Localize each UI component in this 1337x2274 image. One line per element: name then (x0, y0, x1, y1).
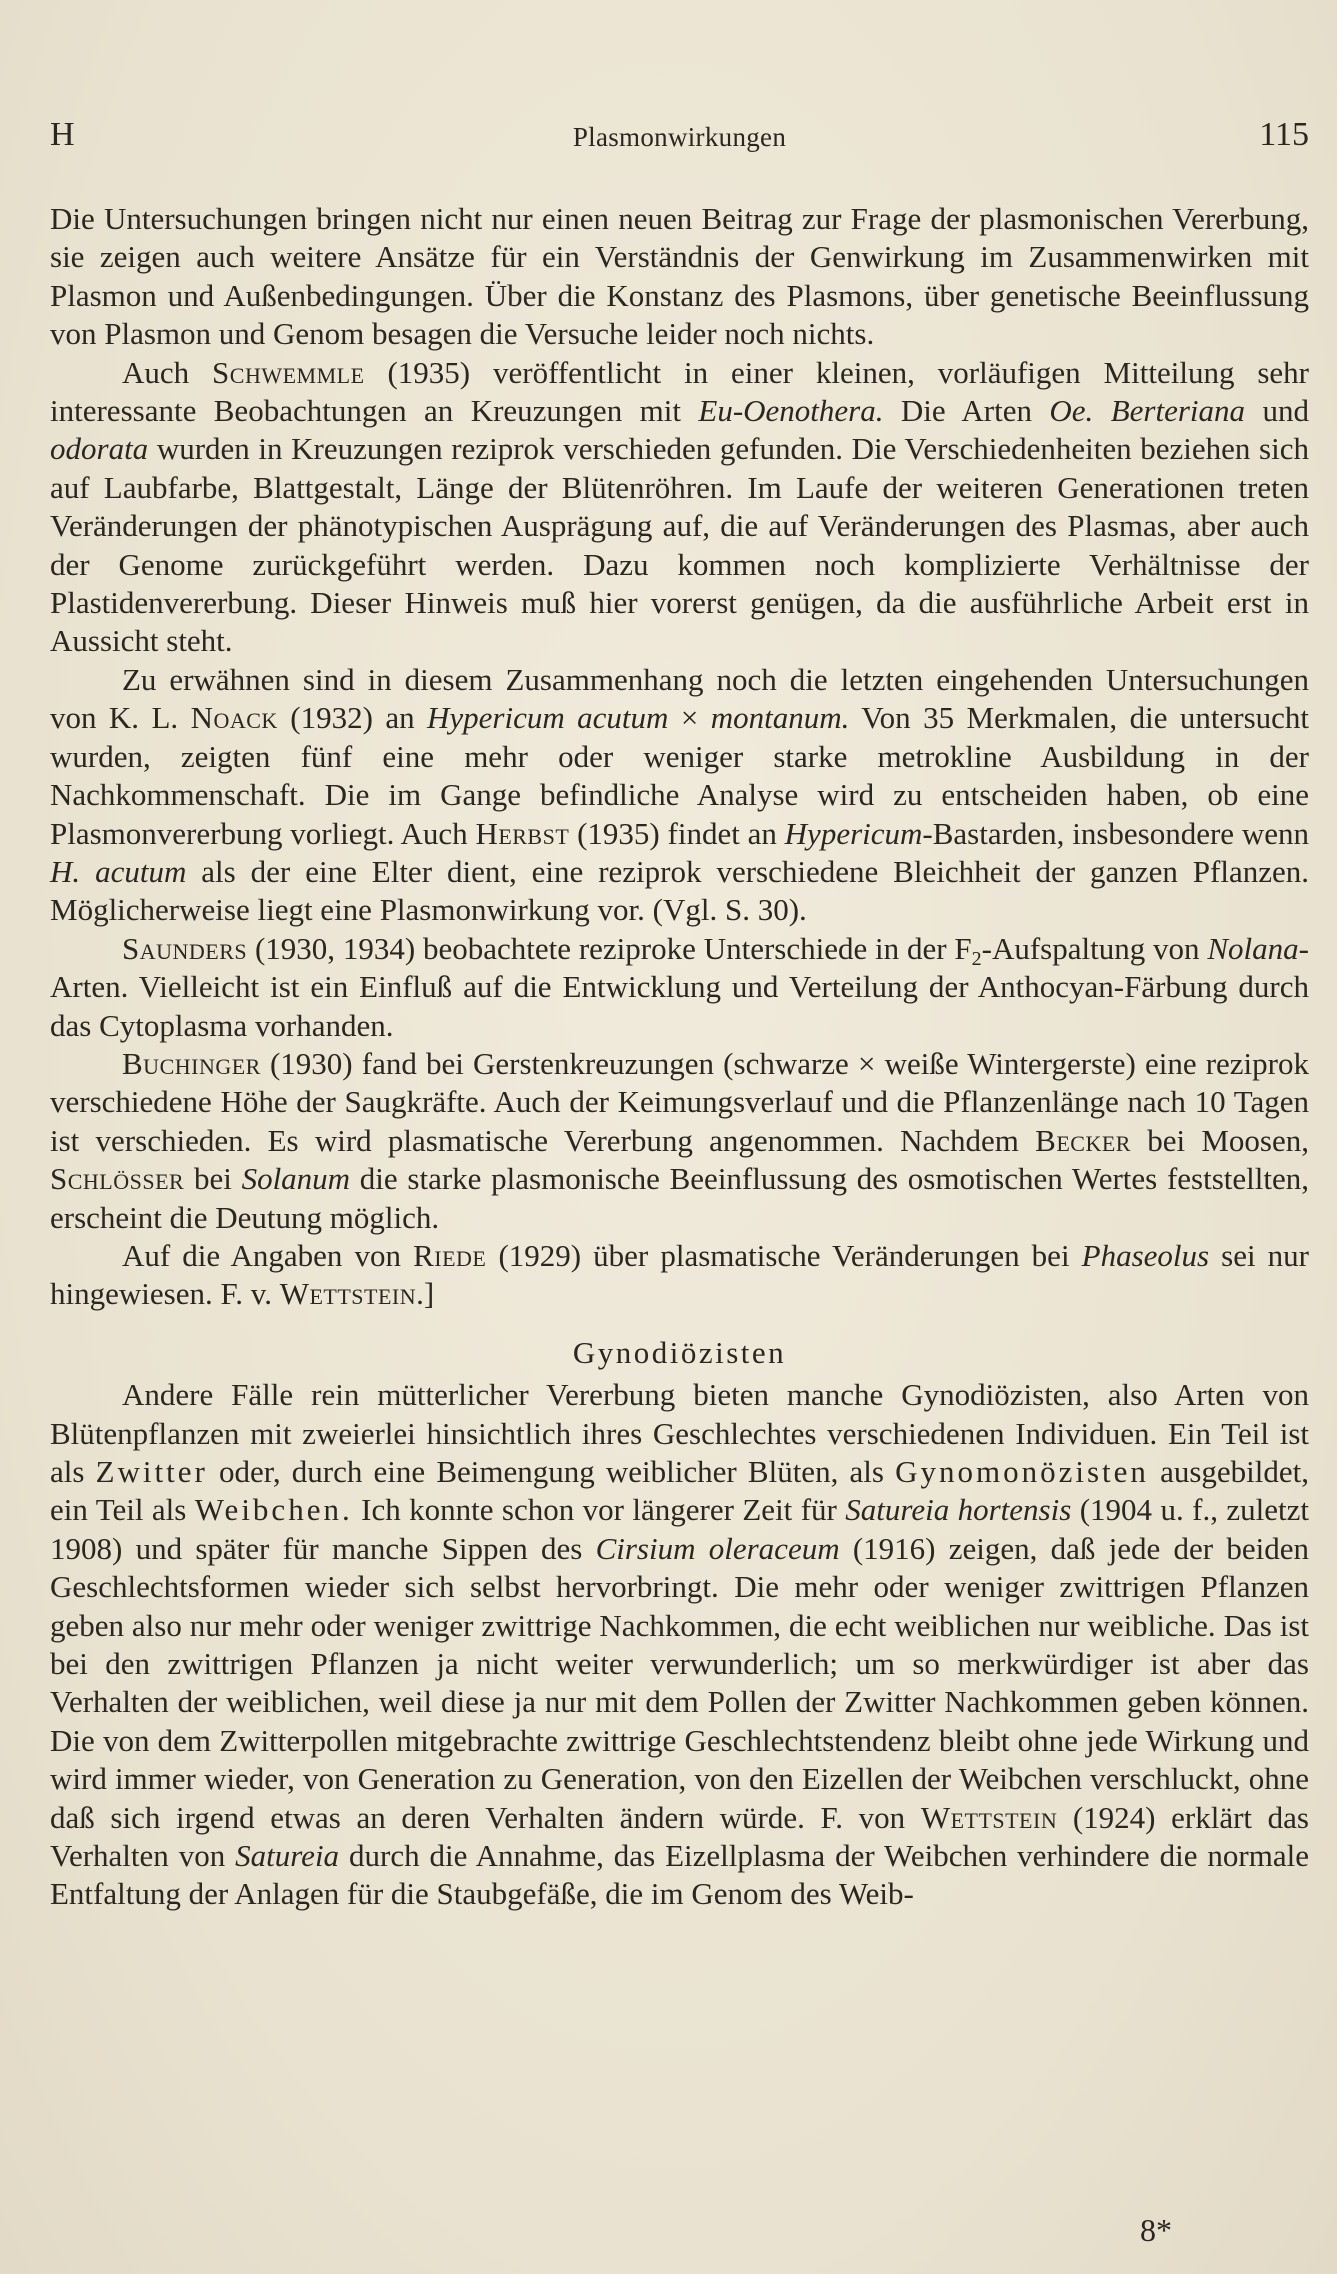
author-name: Wettstein (920, 1799, 1058, 1835)
author-name: Noack (190, 700, 278, 736)
species-name: Hypericum acutum (427, 700, 669, 736)
author-name: Schlösser (50, 1161, 185, 1197)
section-letter: H (50, 116, 75, 153)
species-name: Solanum (241, 1161, 351, 1197)
species-name: odorata (50, 431, 149, 467)
species-name: Oe. Berteriana (1049, 393, 1246, 429)
species-name: Satureia (235, 1838, 340, 1874)
author-name: Buchinger (122, 1045, 261, 1081)
species-name: Nolana (1207, 930, 1299, 966)
species-name: montanum. (710, 700, 850, 736)
paragraph-2: Auch Schwemmle (1935) veröffentlicht in einer kleinen, vorläufigen Mitteilung sehr interessante Beobachtungen an Kreuzungen mit Eu-Oenothera. Die Arten Oe. Berteriana und odorata wurden in Kreuzungen reziprok verschieden gefunden. Die Verschiedenheiten beziehen sich auf Laubfarbe, Blattgestalt, Länge der Blütenröhren. Im Laufe der weiteren Generationen treten Veränderungen der phänotypischen Ausprägung auf, die auf Veränderungen des Plasmas, aber auch der Genome zurückgeführt werden. Dazu kommen noch komplizierte Verhältnisse der Plastidenvererbung. Dieser Hinweis muß hier vorerst genügen, da die ausführliche Arbeit erst in Aussicht steht. (50, 354, 1309, 659)
paragraph-3: Zu erwähnen sind in diesem Zusammenhang noch die letzten eingehenden Untersuchungen von K. L. Noack (1932) an Hypericum acutum × montanum. Von 35 Merkmalen, die untersucht wurden, zeigten fünf eine mehr oder weniger starke metrokline Ausbildung in der Nachkommenschaft. Die im Gange befindliche Analyse wird zu entscheiden haben, ob eine Plasmonvererbung vorliegt. Auch Herbst (1935) findet an Hypericum-Bastarden, insbesondere wenn H. acutum als der eine Elter dient, eine reziprok verschiedene Bleichheit der ganzen Pflanzen. Möglicherweise liegt eine Plasmonwirkung vor. (Vgl. S. 30). (50, 661, 1310, 928)
paragraph-1: Die Untersuchungen bringen nicht nur einen neuen Beitrag zur Frage der plasmonischen Vererbung, sie zeigen auch weitere Ansätze für ein Verständnis der Genwirkung im Zusammenwirken mit Plasmon und Außenbedingungen. Über die Konstanz des Plasmons, über genetische Beeinflussung von Plasmon und Genom besagen die Versuche leider noch nichts. (50, 201, 1309, 352)
species-name: Cirsium oleraceum (595, 1530, 840, 1566)
species-name: H. acutum (50, 853, 187, 889)
species-name: Phaseolus (1081, 1237, 1210, 1273)
page-number: 115 (1259, 116, 1309, 153)
author-name: Herbst (475, 815, 570, 851)
author-name: Saunders (122, 930, 248, 966)
signature-mark: 8* (1140, 2212, 1172, 2248)
paragraph-6: Auf die Angaben von Riede (1929) über plasmatische Veränderungen bei Phaseolus sei nur hingewiesen. F. v. Wettstein.] (50, 1237, 1309, 1312)
paragraph-4: Saunders (1930, 1934) beobachtete reziproke Unterschiede in der $F_2$-Aufspaltung von Nolana-Arten. Vielleicht ist ein Einfluß auf die Entwicklung und Verteilung der Anthocyan-Färbung durch das Cytoplasma vorhanden. (50, 930, 1309, 1043)
author-name: Riede (413, 1237, 487, 1273)
author-name: Wettstein (279, 1276, 417, 1312)
section-heading: Gynodiözisten (572, 1334, 787, 1370)
subscript: 2 (971, 947, 982, 970)
species-name: Hypericum (784, 815, 923, 851)
paragraph-7: Andere Fälle rein mütterlicher Vererbung bieten manche Gynodiözisten, also Arten von Blütenpflanzen mit zweierlei hinsichtlich ihres Geschlechtes verschiedenen Individuen. Ein Teil ist als Zwitter oder, durch eine Beimengung weiblicher Blüten, als Gynomonözisten ausgebildet, ein Teil als Weibchen. Ich konnte schon vor längerer Zeit für Satureia hortensis (1904 u. f., zuletzt 1908) und später für manche Sippen des Cirsium oleraceum (1916) zeigen, daß jede der beiden Geschlechtsformen wieder sich selbst hervorbringt. Die mehr oder weniger zwittrigen Pflanzen geben also nur mehr oder weniger zwittrige Nachkommen, die echt weiblichen nur weibliche. Das ist bei den zwittrigen Pflanzen ja nicht weiter verwunderlich; um so merkwürdiger ist aber das Verhalten der weiblichen, weil diese ja nur mit dem Pollen der Zwitter Nachkommen geben können. Die von dem Zwitterpollen mitgebrachte zwittrige Geschlechtstendenz bleibt ohne jede Wirkung und wird immer wieder, von Generation zu Generation, von den Eizellen der Weibchen verschluckt, ohne daß sich irgend etwas an deren Verhalten ändern würde. F. von Wettstein (1924) erklärt das Verhalten von Satureia durch die Annahme, das Eizellplasma der Weibchen verhindere die normale Entfaltung der Anlagen für die Staubgefäße, die im Genom des Weib- (50, 1377, 1310, 1912)
species-name: Satureia hortensis (845, 1492, 1072, 1528)
spaced-term: Gynomonözisten (895, 1454, 1149, 1489)
running-title: Plasmonwirkungen (572, 122, 787, 152)
author-name: Schwemmle (212, 354, 365, 390)
spaced-term: Weibchen. (194, 1492, 353, 1528)
spaced-term: Zwitter (95, 1454, 208, 1489)
paragraph-5: Buchinger (1930) fand bei Gerstenkreuzungen (schwarze × weiße Wintergerste) eine reziprok verschiedene Höhe der Saugkräfte. Auch der Keimungsverlauf und die Pflanzenlänge nach 10 Tagen ist verschieden. Es wird plasmatische Vererbung angenommen. Nachdem Becker bei Moosen, Schlösser bei Solanum die starke plasmonische Beeinflussung des osmotischen Wertes feststellten, erscheint die Deutung möglich. (50, 1045, 1310, 1235)
body-text (50, 200, 1309, 1914)
author-name: Becker (1035, 1122, 1131, 1158)
species-name: Eu-Oenothera. (698, 393, 884, 429)
running-header (50, 115, 1309, 155)
